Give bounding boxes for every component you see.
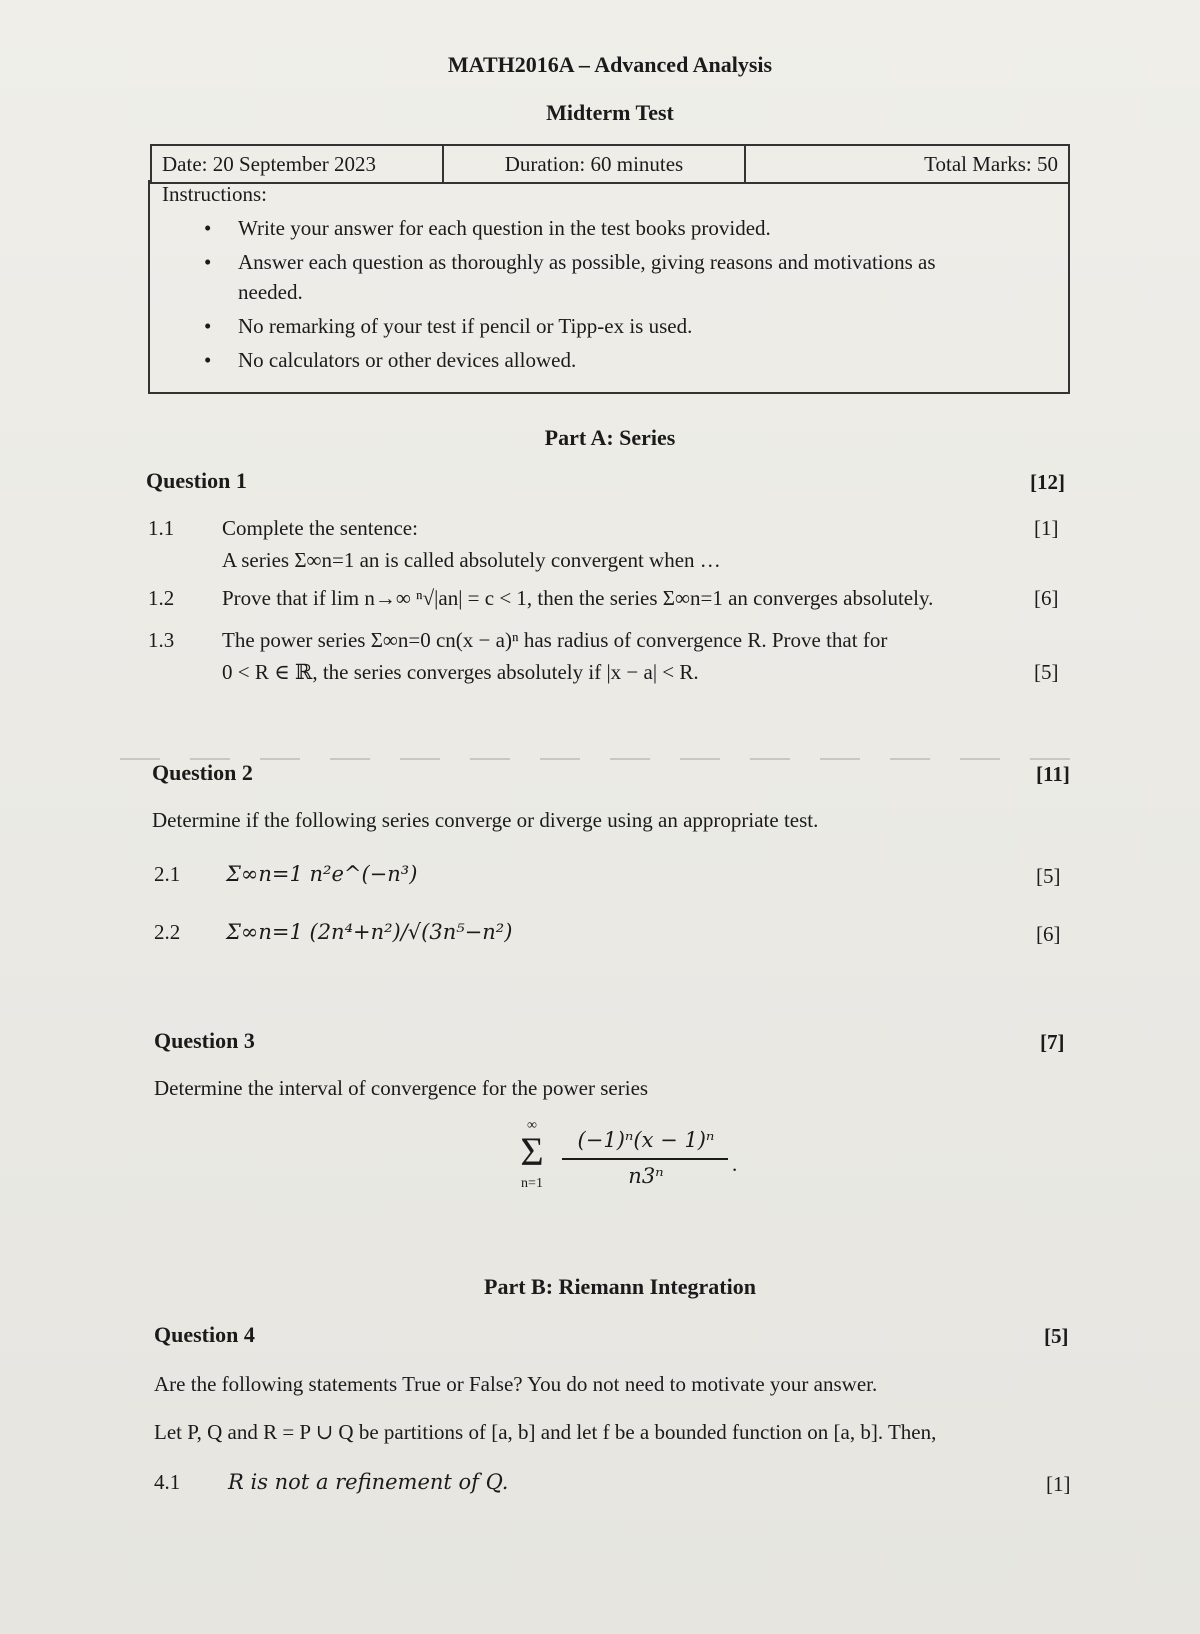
paper-fold-crease — [120, 758, 1080, 760]
item-1-1-line2: A series Σ∞n=1 an is called absolutely convergent when … — [222, 548, 721, 572]
question-4-marks: [5] — [1044, 1324, 1069, 1348]
item-1-2-text: Prove that if lim n→∞ ⁿ√|an| = c < 1, then the series Σ∞n=1 an converges absolutely. — [222, 586, 934, 610]
question-2-label: Question 2 — [152, 760, 253, 785]
instruction-item: • No remarking of your test if pencil or Tipp-ex is used. — [204, 314, 693, 338]
item-marks: [1] — [1034, 516, 1059, 540]
question-4-label: Question 4 — [154, 1322, 255, 1347]
part-b-title: Part B: Riemann Integration — [484, 1274, 756, 1299]
item-1-3-line1: The power series Σ∞n=0 cn(x − a)ⁿ has radius of convergence R. Prove that for — [222, 628, 888, 652]
item-number: 1.1 — [148, 516, 175, 540]
item-marks: [5] — [1034, 660, 1059, 684]
item-marks: [5] — [1036, 864, 1061, 888]
course-title: MATH2016A – Advanced Analysis — [447, 52, 773, 77]
question-2-marks: [11] — [1036, 762, 1070, 786]
duration-cell: Duration: 60 minutes — [443, 145, 745, 183]
item-1-1-line1: Complete the sentence: — [222, 516, 418, 540]
power-series-display — [512, 1118, 752, 1198]
test-title: Midterm Test — [546, 100, 674, 125]
question-4-intro: Are the following statements True or False? You do not need to motivate your answer. — [154, 1372, 878, 1396]
item-number: 1.3 — [148, 628, 175, 652]
instruction-item: • No calculators or other devices allowed. — [204, 348, 577, 372]
item-2-1-expression: Σ∞n=1 n²e^(−n³) — [226, 862, 418, 886]
question-3-intro: Determine the interval of convergence for the power series — [154, 1076, 649, 1100]
item-marks: [6] — [1034, 586, 1059, 610]
fraction-denominator: n3ⁿ — [628, 1164, 664, 1188]
item-marks: [6] — [1036, 922, 1061, 946]
instructions-list — [150, 213, 1068, 375]
instruction-item: • Write your answer for each question in the test books provided. — [204, 216, 771, 240]
info-table — [150, 144, 1070, 184]
item-number: 2.2 — [154, 920, 181, 944]
sum-lower-limit: n=1 — [521, 1176, 543, 1191]
question-4-setup: Let P, Q and R = P ∪ Q be partitions of [a, b] and let f be a bounded function on [a, b]. Then, — [154, 1420, 937, 1444]
part-a-title: Part A: Series — [544, 425, 676, 450]
instructions-label: Instructions: — [162, 182, 267, 206]
question-2-intro: Determine if the following series converge or diverge using an appropriate test. — [152, 808, 819, 832]
sum-upper-limit: ∞ — [527, 1118, 537, 1133]
item-number: 1.2 — [148, 586, 175, 610]
item-marks: [1] — [1046, 1472, 1071, 1496]
instruction-item: • Answer each question as thoroughly as possible, giving reasons and motivations as — [204, 250, 936, 274]
question-1-marks: [12] — [1030, 470, 1065, 494]
instructions-box — [148, 180, 1070, 394]
item-number: 4.1 — [154, 1470, 181, 1494]
fraction-numerator: (−1)ⁿ(x − 1)ⁿ — [577, 1128, 715, 1152]
total-marks-cell: Total Marks: 50 — [745, 145, 1069, 183]
item-1-3-line2: 0 < R ∈ ℝ, the series converges absolutely if |x − a| < R. — [222, 660, 699, 684]
item-4-1-text: R is not a refinement of Q. — [228, 1470, 509, 1494]
date-cell: Date: 20 September 2023 — [151, 145, 443, 183]
question-1-label: Question 1 — [146, 468, 247, 493]
period: . — [732, 1152, 738, 1176]
sigma-symbol: Σ — [520, 1129, 544, 1174]
question-3-label: Question 3 — [154, 1028, 255, 1053]
item-number: 2.1 — [154, 862, 181, 886]
question-3-marks: [7] — [1040, 1030, 1065, 1054]
fraction-bar — [562, 1158, 728, 1160]
instruction-item-continued: needed. — [238, 280, 303, 304]
item-2-2-expression: Σ∞n=1 (2n⁴+n²)/√(3n⁵−n²) — [226, 920, 513, 944]
